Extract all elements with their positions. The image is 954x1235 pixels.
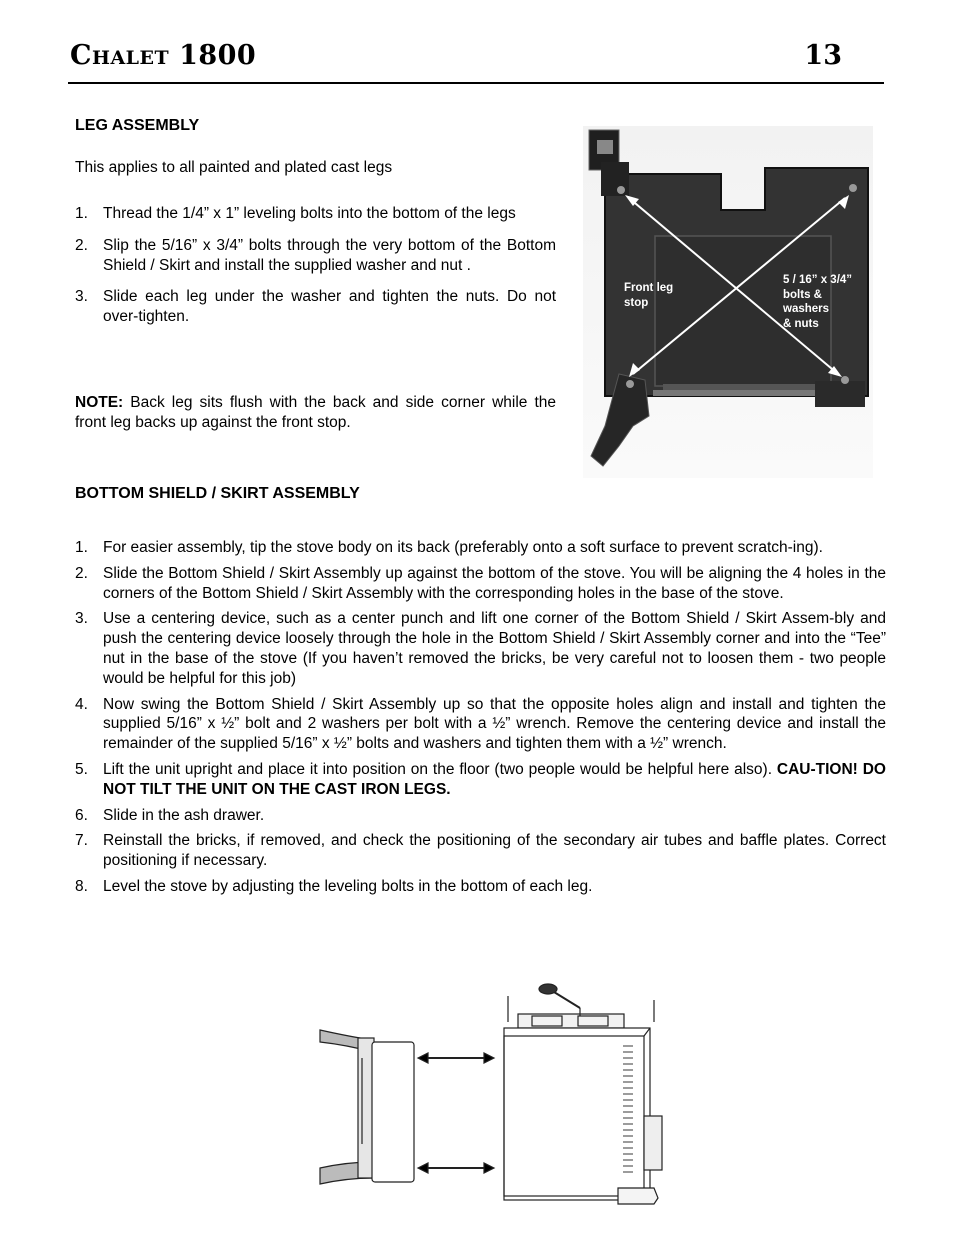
step-text: Use a centering device, such as a center punch and lift one corner of the Bottom Shield / Skirt Assem-bly and push the centering device loosely through the hole in the Bottom Shield / Skirt Assembly corner and into the “Tee” nut in the base of the stove (If you haven’t removed the bricks, be very careful not to loosen them - two people would be helpful for this job) bbox=[103, 610, 886, 687]
step-number: 2. bbox=[75, 236, 88, 254]
list-item bbox=[75, 695, 886, 754]
label-line: bolts & bbox=[783, 288, 822, 301]
step-text: Now swing the Bottom Shield / Skirt Assembly up so that the opposite holes align and install and tighten the supplied 5/16” x ½” bolt and 2 washers per bolt with a ½” wrench. Remove the centering device and install the remainder of the supplied 5/16” x ½” bolts and washers and tighten them with a ½” wrench. bbox=[103, 695, 886, 753]
step-text: For easier assembly, tip the stove body on its back (preferably onto a soft surface to prevent scratch-ing). bbox=[103, 539, 823, 556]
step-number: 2. bbox=[75, 564, 88, 582]
step-text: Reinstall the bricks, if removed, and check the positioning of the secondary air tubes and baffle plates. Correct positioning if necessary. bbox=[103, 832, 886, 870]
bottom-shield-steps bbox=[75, 538, 886, 897]
leg-assembly-intro: This applies to all painted and plated cast legs bbox=[75, 159, 393, 176]
bottom-shield-heading: BOTTOM SHIELD / SKIRT ASSEMBLY bbox=[75, 485, 360, 502]
leg-assembly-steps bbox=[75, 204, 556, 327]
list-item bbox=[75, 609, 886, 688]
list-item bbox=[75, 204, 556, 224]
label-line: & nuts bbox=[783, 317, 819, 330]
step-number: 6. bbox=[75, 806, 88, 824]
note-label: NOTE: bbox=[75, 394, 124, 411]
skirt-stove-diagram bbox=[318, 978, 668, 1210]
leg-assembly-heading: LEG ASSEMBLY bbox=[75, 117, 200, 134]
label-line: washers bbox=[783, 303, 830, 315]
step-number: 1. bbox=[75, 539, 88, 556]
list-item bbox=[75, 877, 886, 897]
step-text: Slide each leg under the washer and tighten the nuts. Do not over-tighten. bbox=[103, 288, 556, 326]
document-title: Chalet 1800 bbox=[70, 40, 257, 71]
front-leg-stop-label bbox=[624, 281, 673, 310]
skirt-stove-illustration bbox=[318, 978, 668, 1210]
label-line: 5 / 16” x 3/4” bbox=[783, 274, 853, 286]
step-number: 3. bbox=[75, 288, 88, 306]
note-text: Back leg sits flush with the back and side corner while the front leg backs up against the front stop. bbox=[75, 394, 556, 431]
list-item bbox=[75, 564, 886, 604]
list-item bbox=[75, 236, 556, 276]
step-text: Level the stove by adjusting the leveling bolts in the bottom of each leg. bbox=[103, 877, 593, 895]
label-line: stop bbox=[624, 296, 649, 309]
list-item bbox=[75, 831, 886, 871]
leg-assembly-note bbox=[75, 393, 556, 433]
stove-bottom-photo bbox=[583, 126, 873, 478]
step-number: 8. bbox=[75, 877, 88, 895]
list-item bbox=[75, 806, 886, 826]
list-item bbox=[75, 538, 886, 558]
page-number: 13 bbox=[804, 40, 842, 71]
step-number: 3. bbox=[75, 610, 88, 628]
step-number: 1. bbox=[75, 205, 88, 222]
step-text: Slide the Bottom Shield / Skirt Assembly up against the bottom of the stove. You will be aligning the 4 holes in the corners of the Bottom Shield / Skirt Assembly with the corresponding holes in the base of the stove. bbox=[103, 564, 886, 602]
label-line: Front leg bbox=[624, 282, 674, 294]
step-number: 5. bbox=[75, 760, 88, 778]
list-item bbox=[75, 760, 886, 800]
list-item bbox=[75, 287, 556, 327]
header-divider bbox=[68, 82, 884, 84]
bolts-washers-label bbox=[783, 273, 852, 331]
step-text: Slip the 5/16” x 3/4” bolts through the very bottom of the Bottom Shield / Skirt and install the supplied washer and nut . bbox=[103, 236, 556, 274]
step-text: Lift the unit upright and place it into position on the floor (two people would be helpful here also). bbox=[103, 760, 777, 778]
caution-text: CAU-TION! DO NOT TILT THE UNIT ON THE CAST IRON LEGS. bbox=[103, 760, 886, 798]
step-number: 4. bbox=[75, 695, 88, 713]
step-text: Thread the 1/4” x 1” leveling bolts into the bottom of the legs bbox=[103, 205, 516, 222]
step-text: Slide in the ash drawer. bbox=[103, 806, 265, 824]
step-number: 7. bbox=[75, 832, 88, 850]
